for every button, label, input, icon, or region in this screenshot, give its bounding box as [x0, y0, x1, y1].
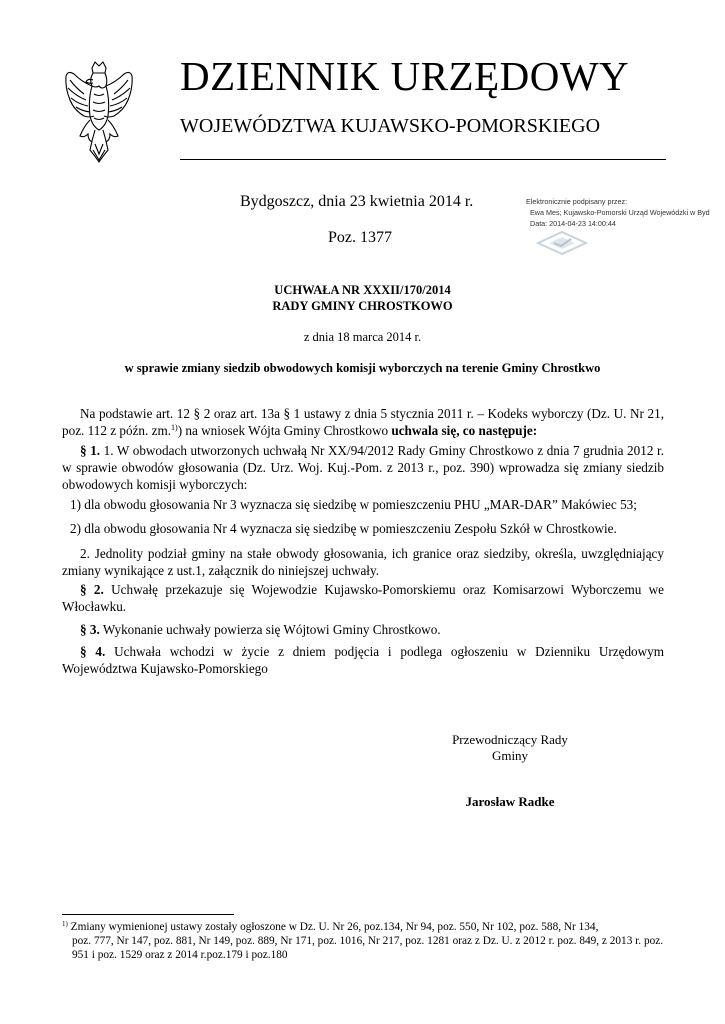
signer-role	[430, 732, 590, 764]
section-1-text: 1. W obwodach utworzonych uchwałą Nr XX/94/2012 Rady Gminy Chrostkowo z dnia 7 grudnia 2012 r. w sprawie obwodów głosowania (Dz. Urz. Woj. Kuj.-Pom. z 2013 r., poz. 390) wprowadza się zmiany siedzib obwodowych komisji wyborczych:	[62, 443, 664, 492]
signature-date: Data: 2014-04-23 14:00:44	[530, 219, 616, 228]
section-1-paragraph	[62, 442, 664, 493]
footnote-continuation: poz. 777, Nr 147, poz. 881, Nr 149, poz. 889, Nr 171, poz. 1016, Nr 217, poz. 1281 oraz z Dz. U. z 2012 r. poz. 849, z 2013 r. poz. 951 i poz. 1529 oraz z 2014 r.poz.179 i poz.180	[72, 935, 664, 961]
section-1-point-2: 2. Jednolity podział gminy na stałe obwody głosowania, ich granice oraz siedziby, określa, uwzględniający zmiany wynikające z ust.1, załącznik do niniejszej uchwały.	[62, 546, 664, 578]
signer-role-line2: Gminy	[491, 748, 529, 763]
publication-place-date: Bydgoszcz, dnia 23 kwietnia 2014 r.	[240, 193, 474, 210]
section-2-text: Uchwałę przekazuje się Wojewodzie Kujawsko-Pomorskiemu oraz Komisarzowi Wyborczemu we Włocławku.	[62, 582, 665, 614]
resolution-subject: w sprawie zmiany siedzib obwodowych komisji wyborczych na terenie Gminy Chrostkwo	[124, 361, 601, 375]
signer-name: Jarosław Radke	[465, 794, 555, 809]
section-3-paragraph	[62, 621, 664, 638]
section-4-label: § 4.	[80, 644, 106, 659]
resolution-number: UCHWAŁA NR XXXII/170/2014	[274, 283, 451, 297]
section-4-text: Uchwała wchodzi w życie z dniem podjęcia i podlega ogłoszeniu w Dzienniku Urzędowym Województwa Kujawsko-Pomorskiego	[62, 644, 665, 676]
list-item: 2) dla obwodu głosowania Nr 4 wyznacza się siedzibę w pomieszczeniu Zespołu Szkół w Chrostkowie.	[70, 521, 617, 536]
signature-label: Elektronicznie podpisany przez:	[526, 197, 628, 206]
preamble-text: Na podstawie art. 12 § 2 oraz art. 13a § 1 ustawy z dnia 5 stycznia 2011 r. – Kodeks wyborczy (Dz. U. Nr 21, poz. 112 z późn. zm.	[62, 406, 664, 438]
resolution-date: z dnia 18 marca 2014 r.	[303, 330, 422, 344]
list-item: 1) dla obwodu głosowania Nr 3 wyznacza się siedzibę w pomieszczeniu PHU „MAR-DAR” Makówiec 53;	[70, 497, 637, 512]
masthead-divider	[180, 159, 666, 160]
signer-role-line1: Przewodniczący Rady	[452, 732, 568, 747]
footnote-divider	[62, 914, 234, 915]
electronic-signature-box	[526, 196, 710, 229]
section-4-paragraph	[62, 643, 664, 677]
footnote-marker: 1)	[62, 920, 68, 928]
preamble-enacting-clause: uchwala się, co następuje:	[391, 423, 538, 438]
footnote-line1: Zmiany wymienionej ustawy zostały ogłoszone w Dz. U. Nr 26, poz.134, Nr 94, poz. 550, Nr 102, poz. 588, Nr 134,	[67, 921, 599, 933]
signature-signer: Ewa Mes; Kujawsko-Pomorski Urząd Wojewódzki w Byd	[530, 208, 710, 217]
section-1-label: § 1.	[80, 443, 101, 458]
section-3-text: Wykonanie uchwały powierza się Wójtowi Gminy Chrostkowo.	[99, 622, 441, 637]
footnote-reference: 1)	[171, 423, 178, 432]
journal-title: DZIENNIK URZĘDOWY	[180, 53, 630, 99]
white-eagle-emblem-icon	[62, 60, 136, 164]
footnote	[62, 920, 664, 962]
e-signature-check-icon	[534, 230, 590, 256]
preamble-paragraph	[62, 405, 664, 439]
resolution-title	[0, 282, 725, 314]
journal-subtitle: WOJEWÓDZTWA KUJAWSKO-POMORSKIEGO	[180, 115, 601, 137]
section-3-label: § 3.	[80, 622, 100, 637]
resolution-authority: RADY GMINY CHROSTKOWO	[272, 299, 453, 313]
section-2-paragraph	[62, 581, 664, 615]
section-2-label: § 2.	[80, 582, 104, 597]
preamble-text-cont: ) na wniosek Wójta Gminy Chrostkowo	[177, 423, 392, 438]
position-number: Poz. 1377	[328, 229, 392, 246]
